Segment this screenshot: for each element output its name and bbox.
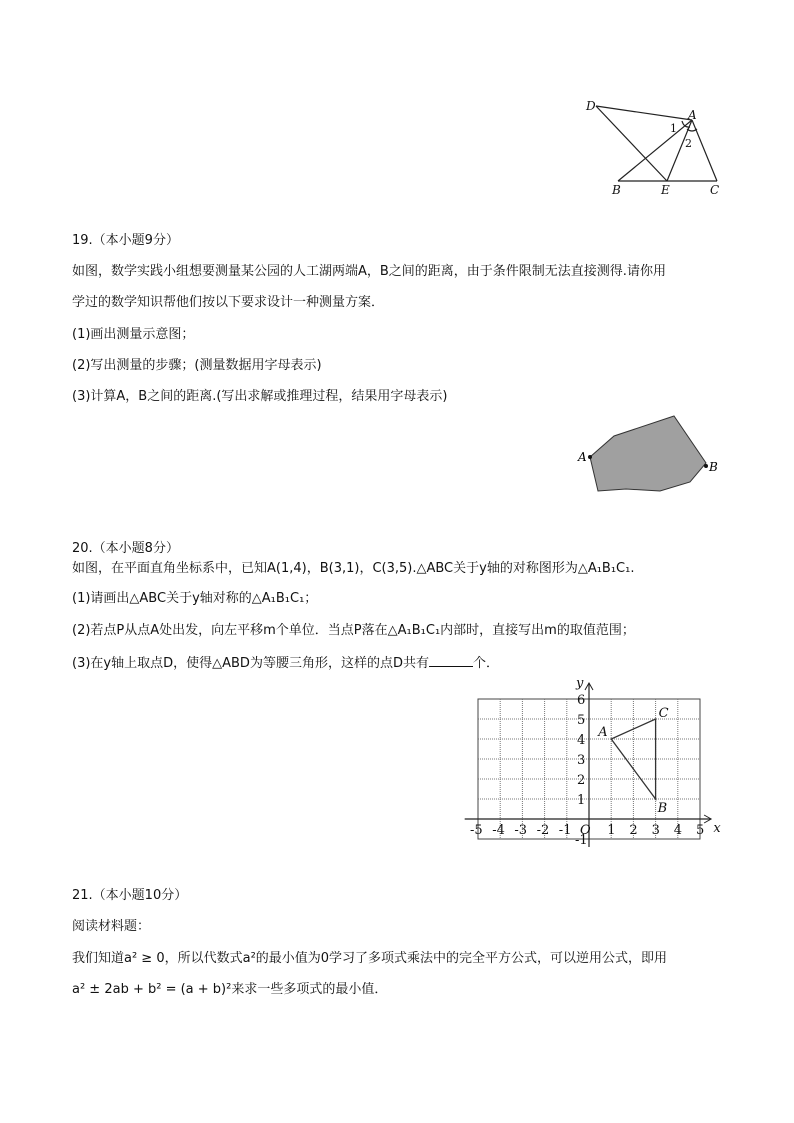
y-tick-label: 4	[577, 733, 586, 748]
x-tick-label: 5	[696, 823, 705, 838]
q20-item1: (1)请画出△ABC关于y轴对称的△A₁B₁C₁；	[72, 591, 318, 606]
origin-label: O	[580, 823, 591, 838]
q19-item1: (1)画出测量示意图；	[72, 327, 195, 342]
q21-line3: a² ± 2ab + b² = (a + b)²来求一些多项式的最小值．	[72, 982, 388, 997]
lake-label-a: A	[578, 450, 587, 464]
x-tick-label: 1	[607, 823, 616, 838]
y-tick-label: 3	[577, 753, 586, 768]
label-b: B	[612, 183, 621, 197]
x-tick-label: -1	[558, 823, 572, 838]
q20-item3-text: (3)在y轴上取点D，使得△ABD为等腰三角形，这样的点D共有	[72, 656, 429, 671]
angle-1-label: 1	[670, 122, 677, 135]
q19-item3: (3)计算A，B之间的距离.(写出求解或推理过程，结果用字母表示)	[72, 389, 448, 404]
q21-line1: 阅读材料题：	[72, 919, 151, 934]
point-label-b: B	[657, 801, 668, 816]
y-tick-label: 6	[577, 693, 586, 708]
label-a: A	[688, 108, 697, 122]
q20-item2: (2)若点P从点A处出发，向左平移m个单位．当点P落在△A₁B₁C₁内部时，直接写出m的取值范围；	[72, 623, 635, 638]
x-tick-label: -4	[492, 823, 505, 838]
y-tick-label: 2	[577, 773, 586, 788]
y-tick-label: 1	[577, 793, 586, 808]
q19-line1: 如图，数学实践小组想要测量某公园的人工湖两端A，B之间的距离，由于条件限制无法直接测得.请你用	[72, 264, 666, 279]
x-tick-label: 3	[651, 823, 660, 838]
q20-header: 20.（本小题8分）	[72, 541, 179, 556]
label-e: E	[661, 183, 670, 197]
q19-line2: 学过的数学知识帮他们按以下要求设计一种测量方案．	[72, 295, 385, 310]
x-tick-label: -5	[470, 823, 483, 838]
label-c: C	[710, 183, 720, 197]
q19-header: 19.（本小题9分）	[72, 233, 179, 248]
x-tick-label: -2	[536, 823, 550, 838]
x-tick-label: -3	[514, 823, 528, 838]
point-label-c: C	[658, 706, 669, 721]
lake-label-b: B	[709, 460, 718, 474]
y-axis-label: y	[576, 676, 584, 691]
q21-line2: 我们知道a² ≥ 0，所以代数式a²的最小值为0学习了多项式乘法中的完全平方公式，可以逆用公式，即用	[72, 951, 668, 966]
q20-line1: 如图，在平面直角坐标系中，已知A(1,4)，B(3,1)，C(3,5).△ABC关于y轴的对称图形为△A₁B₁C₁.	[72, 561, 635, 576]
q19-item2: (2)写出测量的步骤；(测量数据用字母表示)	[72, 358, 322, 373]
x-axis-label: x	[713, 821, 721, 836]
point-label-a: A	[598, 725, 608, 740]
q20-item3-end: 个．	[472, 656, 499, 671]
x-tick-label: 4	[673, 823, 683, 838]
y-tick-label: 5	[577, 713, 586, 728]
y-tick-label: -1	[575, 833, 588, 848]
x-tick-label: 2	[629, 823, 638, 838]
q21-header: 21.（本小题10分）	[72, 888, 188, 903]
angle-2-label: 2	[685, 137, 692, 150]
label-d: D	[586, 99, 596, 113]
